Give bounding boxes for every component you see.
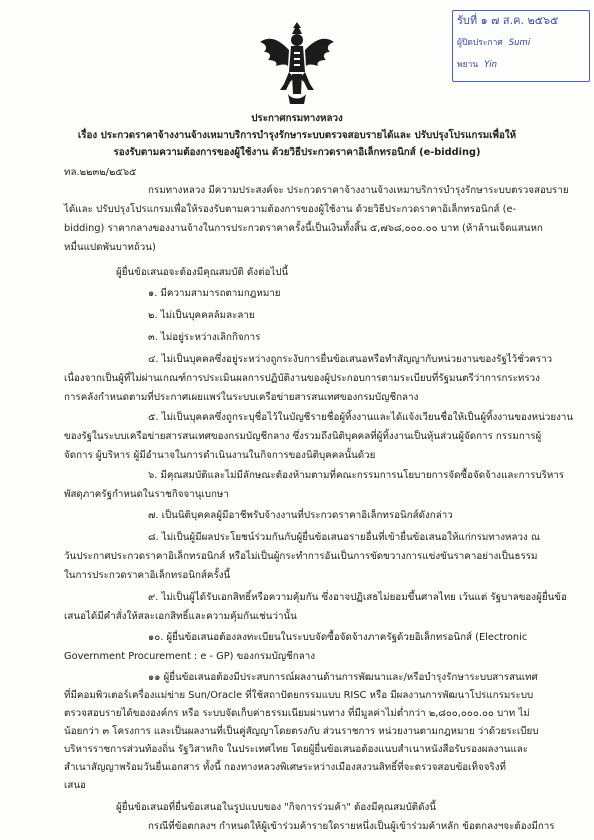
paragraph-1-line-4: หมื่นแปดพันบาทถ้วน) <box>64 242 156 253</box>
qualification-5-line-1: ๕. ไม่เป็นบุคคลซึ่งถูกระบุชื่อไว้ในบัญชีรายชื่อผู้ทิ้งงานและได้แจ้งเวียนชื่อให้เป็นผู้ทิ้งงานของหน่วยงาน <box>148 412 574 423</box>
stamp-officer-signature: Sumi <box>508 38 531 48</box>
stamp-received-row <box>457 13 558 29</box>
qualification-5-line-2: ของรัฐในระบบเครือข่ายสารสนเทศของกรมบัญชีกลาง ซึ่งรวมถึงนิติบุคคลที่ผู้ทิ้งงานเป็นหุ้นส่วนผู้จัดการ กรรมการผู้ <box>64 431 542 442</box>
qualification-8-line-3: ในการประกวดราคาอิเล็กทรอนิกส์ครั้งนี้ <box>64 570 231 581</box>
qualification-2: ๒. ไม่เป็นบุคคลล้มละลาย <box>148 310 255 321</box>
qualification-6-line-1: ๖. มีคุณสมบัติและไม่มีลักษณะต้องห้ามตามที่คณะกรรมการนโยบายการจัดซื้อจัดจ้างและการบริหาร <box>148 470 565 481</box>
paragraph-1-line-1: กรมทางหลวง มีความประสงค์จะ ประกวดราคาจ้างงานจ้างเหมาบริการบำรุงรักษาระบบตรวจสอบราย <box>148 185 569 196</box>
qualification-11-line-1: ๑๑ ผู้ยื่นข้อเสนอต้องมีประสบการณ์ผลงานด้านการพัฒนาและ/หรือบำรุงรักษาระบบสารสนเทศ <box>148 672 538 683</box>
joint-venture-line-2: กรณีที่ข้อตกลงฯ กำหนดให้ผู้เข้าร่วมค้ารายใดรายหนึ่งเป็นผู้เข้าร่วมค้าหลัก ข้อตกลงฯจะต้องมีการ <box>148 821 555 832</box>
agency-title: ประกาศกรมทางหลวง <box>251 113 343 124</box>
qualification-1: ๑. มีความสามารถตามกฎหมาย <box>148 288 281 299</box>
qualification-6-line-2: พัสดุภาครัฐกำหนดในราชกิจจานุเบกษา <box>64 489 229 500</box>
stamp-received-label: รับที่ <box>457 14 478 27</box>
qualification-10-line-1: ๑๐. ผู้ยื่นข้อเสนอต้องลงทะเบียนในระบบจัดซื้อจัดจ้างภาครัฐด้วยอิเล็กทรอนิกส์ (Electronic <box>148 632 528 643</box>
receipt-stamp <box>452 10 590 82</box>
stamp-witness-row <box>457 57 497 73</box>
qualification-5-line-3: จัดการ ผู้บริหาร ผู้มีอำนาจในการดำเนินงานในกิจการของนิติบุคคลนั้นด้วย <box>64 450 376 461</box>
qualification-8-line-1: ๘. ไม่เป็นผู้มีผลประโยชน์ร่วมกันกับผู้ยื่นข้อเสนอรายอื่นที่เข้ายื่นข้อเสนอให้แก่กรมทางหลวง ณ <box>148 532 540 543</box>
qualification-8-line-2: วันประกาศประกวดราคาอิเล็กทรอนิกส์ หรือไม่เป็นผู้กระทำการอันเป็นการขัดขวางการแข่งขันราคาอย่างเป็นธรรม <box>64 551 538 562</box>
qualification-4-line-3: การคลังกำหนดตามที่ประกาศเผยแพร่ในระบบเครือข่ายสารสนเทศของกรมบัญชีกลาง <box>64 392 419 403</box>
qualification-11-line-5: บริหารราชการส่วนท้องถิ่น รัฐวิสาหกิจ ในประเทศไทย โดยผู้ยื่นข้อเสนอต้องแนบสำเนาหนังสือรับรองผลงานและ <box>64 744 529 755</box>
qualification-9-line-1: ๙. ไม่เป็นผู้ได้รับเอกสิทธิ์หรือความคุ้มกัน ซึ่งอาจปฏิเสธไม่ยอมขึ้นศาลไทย เว้นแต่ รัฐบาลของผู้ยื่นข้อ <box>148 592 567 603</box>
qualification-10-line-2: Government Procurement : e - GP) ของกรมบัญชีกลาง <box>64 651 316 662</box>
qualification-7: ๗. เป็นนิติบุคคลผู้มีอาชีพรับจ้างงานที่ประกวดราคาอิเล็กทรอนิกส์ดังกล่าว <box>148 510 453 521</box>
qualification-4-line-1: ๔. ไม่เป็นบุคคลซึ่งอยู่ระหว่างถูกระงับการยื่นข้อเสนอหรือทำสัญญากับหน่วยงานของรัฐไว้ชั่วคราว <box>148 354 553 365</box>
subject-line-1: เรื่อง ประกวดราคาจ้างงานจ้างเหมาบริการบำรุงรักษาระบบตรวจสอบรายได้และ ปรับปรุงโปรแกรมเพื่อให้ <box>77 130 517 141</box>
stamp-witness-label: พยาน <box>457 60 479 70</box>
qualification-11-line-6: สำเนาสัญญาพร้อมวันยื่นเอกสาร ทั้งนี้ กองทางหลวงพิเศษระหว่างเมืองสงวนสิทธิ์ที่จะตรวจสอบข้อเท็จจริงที่ <box>64 762 506 773</box>
paragraph-1-line-2: ได้และ ปรับปรุงโปรแกรมเพื่อให้รองรับตามความต้องการของผู้ใช้งาน ด้วยวิธีประกวดราคาอิเล็กทรอนิกส์ (e- <box>64 204 517 215</box>
garuda-emblem-icon <box>258 20 336 106</box>
qualification-4-line-2: เนื่องจากเป็นผู้ที่ไม่ผ่านเกณฑ์การประเมินผลการปฏิบัติงานของผู้ประกอบการตามระเบียบที่รัฐมนตรีว่าการกระทรวง <box>64 373 540 384</box>
paragraph-1-line-3: bidding) ราคากลางของงานจ้างในการประกวดราคาครั้งนี้เป็นเงินทั้งสิ้น ๕,๗๖๘,๐๐๐.๐๐ บาท (ห้าล้านเจ็ดแสนหก <box>64 223 543 234</box>
qualification-11-line-7: เสนอ <box>64 780 86 791</box>
qualifications-intro: ผู้ยื่นข้อเสนอจะต้องมีคุณสมบัติ ดังต่อไปนี้ <box>116 267 289 278</box>
qualification-11-line-4: น้อยกว่า ๓ โครงการ และเป็นผลงานที่เป็นคู่สัญญาโดยตรงกับ ส่วนราชการ หน่วยงานตามกฎหมาย ว่าด้วยระเบียบ <box>64 726 539 737</box>
joint-venture-line-1: ผู้ยื่นข้อเสนอที่ยื่นข้อเสนอในรูปแบบของ "กิจการร่วมค้า" ต้องมีคุณสมบัติดังนี้ <box>116 802 437 813</box>
stamp-received-date: ๑ ๗ ส.ค. ๒๕๖๕ <box>480 14 559 27</box>
qualification-11-line-2: ที่มีคอมพิวเตอร์เครื่องแม่ข่าย Sun/Oracle ที่ใช้สถาปัตยกรรมแบบ RISC หรือ มีผลงานการพัฒนาโปรแกรมระบบ <box>64 690 534 701</box>
document-number: ทล.๒๒๓๒/๒๕๖๕ <box>64 167 137 178</box>
qualification-9-line-2: เสนอได้มีคำสั่งให้สละเอกสิทธิ์และความคุ้มกันเช่นว่านั้น <box>64 611 297 622</box>
stamp-witness-signature: Yin <box>484 60 497 70</box>
qualification-11-line-3: ตรวจสอบรายได้ขององค์กร หรือ ระบบจัดเก็บค่าธรรมเนียมผ่านทาง ที่มีมูลค่าไม่ต่ำกว่า ๒,๘๐๐,๐๐๐.๐๐ บาท ไม่ <box>64 708 530 719</box>
qualification-3: ๓. ไม่อยู่ระหว่างเลิกกิจการ <box>148 332 261 343</box>
subject-line-2: รองรับตามความต้องการของผู้ใช้งาน ด้วยวิธีประกวดราคาอิเล็กทรอนิกส์ (e-bidding) <box>113 147 481 158</box>
stamp-officer-row <box>457 35 530 51</box>
stamp-officer-label: ผู้ปิดประกาศ <box>457 38 503 48</box>
